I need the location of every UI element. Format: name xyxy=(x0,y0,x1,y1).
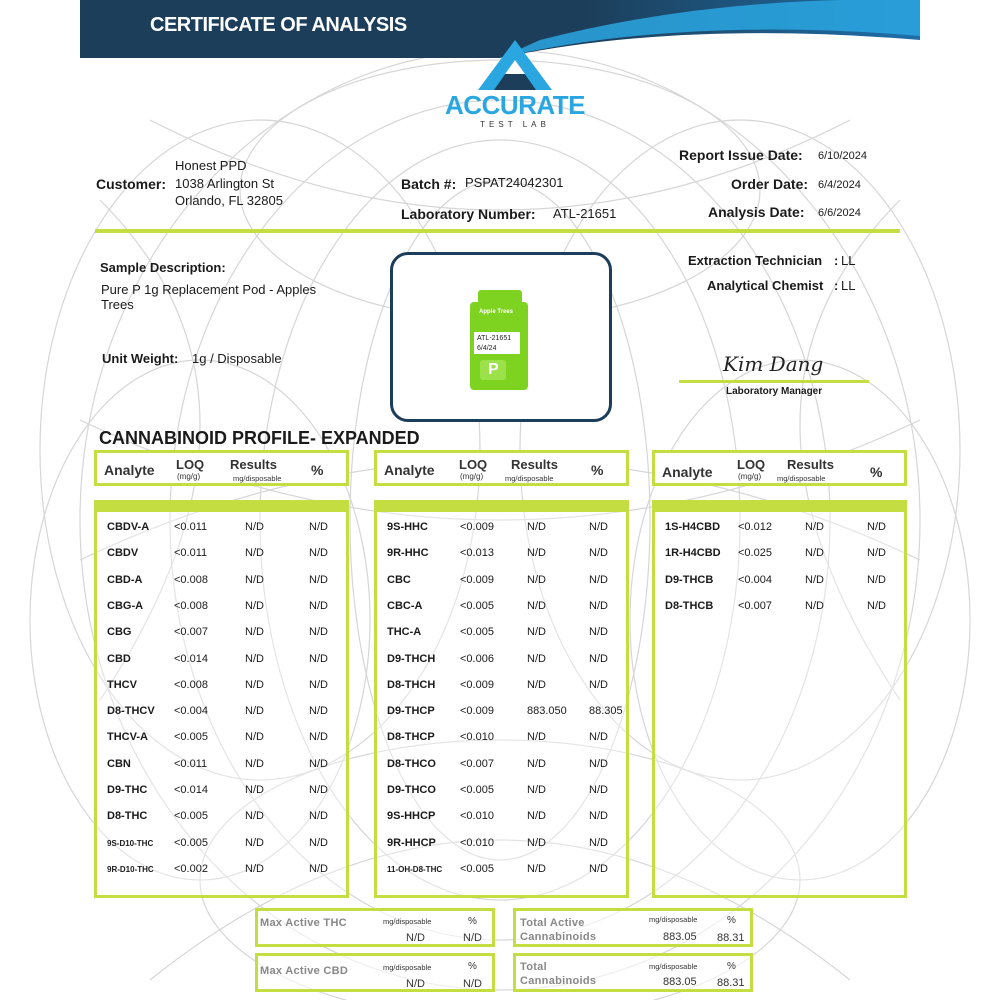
signature-line xyxy=(679,380,869,383)
pct-cell: N/D xyxy=(309,547,328,560)
loq-cell: <0.005 xyxy=(460,862,494,875)
pct-cell: N/D xyxy=(589,836,608,849)
analyte-cell: 1R-H4CBD xyxy=(665,547,721,560)
analyte-cell: CBD-A xyxy=(107,573,143,586)
analyte-cell: D8-THCB xyxy=(665,599,714,612)
extraction-tech-label: Extraction Technician xyxy=(688,253,823,268)
loq-cell: <0.012 xyxy=(738,521,772,533)
table-header xyxy=(374,450,629,486)
pct-cell: N/D xyxy=(589,784,608,796)
table-row xyxy=(97,574,346,594)
result-cell: N/D xyxy=(527,678,546,691)
loq-cell: <0.007 xyxy=(738,599,772,612)
result-cell: N/D xyxy=(245,547,264,560)
pct-cell: N/D xyxy=(309,862,328,875)
result-cell: N/D xyxy=(805,547,824,560)
loq-cell: <0.005 xyxy=(174,836,208,849)
table-row xyxy=(97,626,346,646)
chemist-colon: : xyxy=(834,278,839,293)
table-row xyxy=(377,784,626,804)
loq-cell: <0.011 xyxy=(174,757,208,770)
total-active-pct-header: % xyxy=(727,915,736,926)
pct-cell: N/D xyxy=(589,678,608,691)
pct-cell: N/D xyxy=(309,626,328,639)
analysis-date-label: Analysis Date: xyxy=(708,204,805,220)
max-thc-label: Max Active THC xyxy=(260,917,347,929)
table-row xyxy=(655,521,904,541)
col-results-unit: mg/disposable xyxy=(505,474,554,483)
max-active-thc-box xyxy=(255,908,495,947)
result-cell: N/D xyxy=(527,573,546,586)
table-row xyxy=(377,837,626,857)
extraction-tech-colon: : xyxy=(834,253,839,268)
loq-cell: <0.014 xyxy=(174,784,208,796)
loq-cell: <0.009 xyxy=(460,678,494,691)
table-row xyxy=(97,653,346,673)
result-cell: N/D xyxy=(527,547,546,560)
pct-cell: N/D xyxy=(589,810,608,823)
total-label-line2: Cannabinoids xyxy=(520,975,597,987)
col-loq-unit: (mg/g) xyxy=(177,472,201,481)
analyte-cell: THCV-A xyxy=(107,731,148,744)
header-divider xyxy=(95,229,900,233)
table-row xyxy=(377,653,626,673)
analyte-cell: CBG xyxy=(107,626,132,639)
unit-weight-label: Unit Weight: xyxy=(102,351,179,366)
manager-signature: Kim Dang xyxy=(723,352,824,376)
analyte-cell: 9R-HHC xyxy=(387,547,429,560)
max-cbd-label: Max Active CBD xyxy=(260,965,349,977)
loq-cell: <0.010 xyxy=(460,731,494,744)
pct-cell: 88.305 xyxy=(589,705,623,718)
analyte-cell: 9R-D10-THC xyxy=(107,864,154,874)
col-pct: % xyxy=(311,462,324,478)
pct-cell: N/D xyxy=(589,652,608,665)
max-cbd-unit: mg/disposable xyxy=(383,963,432,972)
total-active-cannabinoids-box xyxy=(513,908,753,947)
analyte-cell: D9-THC xyxy=(107,784,148,796)
result-cell: 883.050 xyxy=(527,705,567,718)
table-row xyxy=(377,574,626,594)
manager-title: Laboratory Manager xyxy=(726,386,823,397)
result-cell: N/D xyxy=(527,784,546,796)
lab-logo xyxy=(440,38,590,133)
pct-cell: N/D xyxy=(309,599,328,612)
table-row xyxy=(97,521,346,541)
table-row xyxy=(377,758,626,778)
analyte-cell: D8-THC xyxy=(107,810,148,823)
result-cell: N/D xyxy=(527,521,546,533)
profile-title: CANNABINOID PROFILE- EXPANDED xyxy=(99,428,420,448)
sample-description-line1: Pure P 1g Replacement Pod - Apples xyxy=(101,282,317,297)
result-cell: N/D xyxy=(245,731,264,744)
result-cell: N/D xyxy=(527,599,546,612)
total-label-line1: Total xyxy=(520,961,547,973)
loq-cell: <0.006 xyxy=(460,652,494,665)
analyte-cell: CBD xyxy=(107,652,131,665)
customer-address-line1: 1038 Arlington St xyxy=(175,176,275,191)
loq-cell: <0.025 xyxy=(738,547,772,560)
document-title: CERTIFICATE OF ANALYSIS xyxy=(150,14,407,36)
result-cell: N/D xyxy=(805,599,824,612)
pct-cell: N/D xyxy=(309,678,328,691)
table-row xyxy=(97,731,346,751)
loq-cell: <0.004 xyxy=(738,573,772,586)
analyte-cell: 9S-HHCP xyxy=(387,810,436,823)
loq-cell: <0.009 xyxy=(460,521,494,533)
max-cbd-pct: N/D xyxy=(463,978,482,990)
pct-cell: N/D xyxy=(309,784,328,796)
analyte-cell: D9-THCB xyxy=(665,573,714,586)
result-cell: N/D xyxy=(527,836,546,849)
result-cell: N/D xyxy=(245,599,264,612)
loq-cell: <0.004 xyxy=(174,705,208,718)
pct-cell: N/D xyxy=(589,521,608,533)
result-cell: N/D xyxy=(805,573,824,586)
report-date-value: 6/10/2024 xyxy=(818,150,867,162)
result-cell: N/D xyxy=(245,626,264,639)
max-cbd-mg: N/D xyxy=(406,978,425,990)
result-cell: N/D xyxy=(527,731,546,744)
table-row xyxy=(97,758,346,778)
analyte-cell: 1S-H4CBD xyxy=(665,521,721,533)
pct-cell: N/D xyxy=(589,573,608,586)
col-results-unit: mg/disposable xyxy=(777,474,826,483)
result-cell: N/D xyxy=(245,705,264,718)
customer-label: Customer: xyxy=(96,176,167,192)
max-cbd-pct-header: % xyxy=(468,961,477,972)
col-loq: LOQ xyxy=(459,457,488,472)
table-body xyxy=(652,500,907,898)
max-thc-pct: N/D xyxy=(463,932,482,944)
col-results: Results xyxy=(230,457,277,472)
table-row xyxy=(377,810,626,830)
table-body xyxy=(94,500,349,898)
mountain-logo-icon xyxy=(440,38,590,90)
analyte-cell: D8-THCP xyxy=(387,731,435,744)
batch-label: Batch #: xyxy=(401,176,457,192)
result-cell: N/D xyxy=(527,626,546,639)
result-cell: N/D xyxy=(527,810,546,823)
table-row xyxy=(97,784,346,804)
analyte-cell: CBG-A xyxy=(107,599,144,612)
loq-cell: <0.005 xyxy=(174,810,208,823)
loq-cell: <0.009 xyxy=(460,705,494,718)
result-cell: N/D xyxy=(245,810,264,823)
result-cell: N/D xyxy=(527,757,546,770)
col-pct: % xyxy=(591,462,604,478)
pod-logo: P xyxy=(488,361,499,378)
table-row xyxy=(377,863,626,883)
analyte-cell: 9S-D10-THC xyxy=(107,838,154,848)
table-row xyxy=(97,837,346,857)
loq-cell: <0.005 xyxy=(460,626,494,639)
analyte-cell: CBC xyxy=(387,573,411,586)
total-active-label-line1: Total Active xyxy=(520,917,585,929)
max-thc-unit: mg/disposable xyxy=(383,917,432,926)
table-row xyxy=(97,863,346,883)
table-row xyxy=(377,600,626,620)
pct-cell: N/D xyxy=(867,573,886,586)
analyte-cell: D9-THCH xyxy=(387,652,436,665)
result-cell: N/D xyxy=(527,652,546,665)
analyte-cell: D9-THCP xyxy=(387,705,435,718)
pct-cell: N/D xyxy=(589,599,608,612)
loq-cell: <0.010 xyxy=(460,836,494,849)
total-active-mg: 883.05 xyxy=(663,931,697,943)
pct-cell: N/D xyxy=(867,599,886,612)
analysis-date-value: 6/6/2024 xyxy=(818,207,861,219)
loq-cell: <0.007 xyxy=(174,626,208,639)
pct-cell: N/D xyxy=(309,652,328,665)
analyte-cell: 9R-HHCP xyxy=(387,836,436,849)
pct-cell: N/D xyxy=(589,547,608,560)
loq-cell: <0.005 xyxy=(460,599,494,612)
result-cell: N/D xyxy=(245,836,264,849)
col-analyte: Analyte xyxy=(662,464,713,480)
pct-cell: N/D xyxy=(589,757,608,770)
logo-wordmark: ACCURATE xyxy=(445,90,585,120)
loq-cell: <0.011 xyxy=(174,547,208,560)
loq-cell: <0.008 xyxy=(174,599,208,612)
analyte-cell: THCV xyxy=(107,678,137,691)
total-mg: 883.05 xyxy=(663,976,697,988)
table-row xyxy=(377,626,626,646)
col-analyte: Analyte xyxy=(104,462,155,478)
table-row xyxy=(655,547,904,567)
total-pct-header: % xyxy=(727,961,736,972)
logo-subtitle: TEST LAB xyxy=(480,120,550,129)
col-results: Results xyxy=(787,457,834,472)
analyte-cell: D9-THCO xyxy=(387,784,436,796)
col-pct: % xyxy=(870,464,883,480)
total-unit: mg/disposable xyxy=(649,962,698,971)
sample-photo-frame xyxy=(390,252,612,422)
pct-cell: N/D xyxy=(589,626,608,639)
col-loq: LOQ xyxy=(737,457,766,472)
analyte-cell: 11-OH-D8-THC xyxy=(387,864,443,874)
pod-label-id: ATL-21651 xyxy=(477,335,512,342)
pct-cell: N/D xyxy=(589,731,608,744)
order-date-value: 6/4/2024 xyxy=(818,179,861,191)
table-row xyxy=(97,679,346,699)
result-cell: N/D xyxy=(245,862,264,875)
table-row xyxy=(377,705,626,725)
sample-description-line2: Trees xyxy=(101,297,134,312)
table-row xyxy=(377,679,626,699)
result-cell: N/D xyxy=(245,784,264,796)
pct-cell: N/D xyxy=(867,547,886,560)
customer-address-line2: Orlando, FL 32805 xyxy=(175,193,283,208)
extraction-tech-value: LL xyxy=(841,253,856,268)
table-row xyxy=(97,810,346,830)
total-active-pct: 88.31 xyxy=(717,932,745,944)
table-row xyxy=(655,574,904,594)
total-active-unit: mg/disposable xyxy=(649,915,698,924)
lab-number-value: ATL-21651 xyxy=(553,206,617,221)
batch-value: PSPAT24042301 xyxy=(465,175,564,190)
report-date-label: Report Issue Date: xyxy=(679,147,803,163)
table-header xyxy=(652,450,907,486)
customer-name: Honest PPD xyxy=(175,158,247,173)
pct-cell: N/D xyxy=(867,521,886,533)
table-row xyxy=(377,521,626,541)
table-row xyxy=(377,731,626,751)
pct-cell: N/D xyxy=(589,862,608,875)
total-pct: 88.31 xyxy=(717,977,745,989)
pct-cell: N/D xyxy=(309,836,328,849)
table-row xyxy=(97,705,346,725)
result-cell: N/D xyxy=(245,573,264,586)
pct-cell: N/D xyxy=(309,573,328,586)
col-results-unit: mg/disposable xyxy=(233,474,282,483)
max-active-cbd-box xyxy=(255,953,495,992)
table-header xyxy=(94,450,349,486)
lab-number-label: Laboratory Number: xyxy=(401,206,536,222)
table-row xyxy=(377,547,626,567)
loq-cell: <0.007 xyxy=(460,757,494,770)
loq-cell: <0.011 xyxy=(174,521,208,533)
col-loq-unit: (mg/g) xyxy=(738,472,762,481)
loq-cell: <0.009 xyxy=(460,573,494,586)
pct-cell: N/D xyxy=(309,521,328,533)
pod-label-date: 6/4/24 xyxy=(477,345,497,352)
loq-cell: <0.008 xyxy=(174,573,208,586)
loq-cell: <0.013 xyxy=(460,547,494,560)
table-row xyxy=(97,547,346,567)
result-cell: N/D xyxy=(245,678,264,691)
unit-weight-value: 1g / Disposable xyxy=(192,351,282,366)
table-row xyxy=(97,600,346,620)
result-cell: N/D xyxy=(805,521,824,533)
chemist-label: Analytical Chemist xyxy=(707,278,824,293)
col-results: Results xyxy=(511,457,558,472)
col-loq: LOQ xyxy=(176,457,205,472)
loq-cell: <0.014 xyxy=(174,652,208,665)
analyte-cell: CBDV xyxy=(107,547,139,560)
order-date-label: Order Date: xyxy=(731,176,809,192)
sample-description-label: Sample Description: xyxy=(100,260,226,275)
pct-cell: N/D xyxy=(309,731,328,744)
result-cell: N/D xyxy=(245,521,264,533)
result-cell: N/D xyxy=(245,652,264,665)
loq-cell: <0.005 xyxy=(174,731,208,744)
loq-cell: <0.002 xyxy=(174,862,208,875)
analyte-cell: CBDV-A xyxy=(107,521,150,533)
loq-cell: <0.008 xyxy=(174,678,208,691)
total-cannabinoids-box xyxy=(513,953,753,992)
analyte-cell: D8-THCO xyxy=(387,757,436,770)
analyte-cell: THC-A xyxy=(387,626,422,639)
pct-cell: N/D xyxy=(309,757,328,770)
vape-pod-image xyxy=(390,252,606,416)
analyte-cell: 9S-HHC xyxy=(387,521,428,533)
analyte-cell: CBN xyxy=(107,757,131,770)
chemist-value: LL xyxy=(841,278,856,293)
analyte-cell: CBC-A xyxy=(387,599,423,612)
loq-cell: <0.005 xyxy=(460,784,494,796)
loq-cell: <0.010 xyxy=(460,810,494,823)
table-row xyxy=(655,600,904,620)
col-loq-unit: (mg/g) xyxy=(460,472,484,481)
col-analyte: Analyte xyxy=(384,462,435,478)
analyte-cell: D8-THCV xyxy=(107,705,155,718)
result-cell: N/D xyxy=(527,862,546,875)
analyte-cell: D8-THCH xyxy=(387,678,436,691)
pod-brand-text: Apple Trees xyxy=(479,309,514,315)
pct-cell: N/D xyxy=(309,705,328,718)
total-active-label-line2: Cannabinoids xyxy=(520,931,597,943)
max-thc-mg: N/D xyxy=(406,932,425,944)
table-body xyxy=(374,500,629,898)
result-cell: N/D xyxy=(245,757,264,770)
max-thc-pct-header: % xyxy=(468,916,477,927)
pct-cell: N/D xyxy=(309,810,328,823)
